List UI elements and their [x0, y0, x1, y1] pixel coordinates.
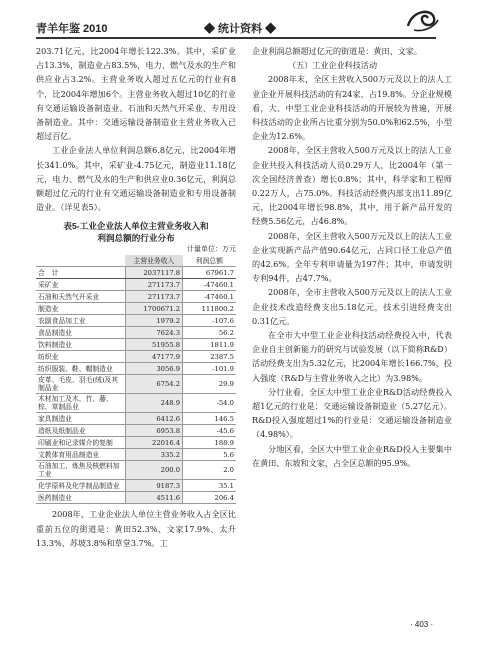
revenue-cell: 47177.9: [125, 351, 182, 363]
section-heading: （五）工业企业科技活动: [288, 60, 378, 71]
table-row: [36, 339, 236, 351]
industry-cell: 皮革、毛皮、羽毛(绒)及其制品业: [36, 375, 125, 394]
table-row: [36, 461, 236, 480]
table-row: [36, 315, 236, 327]
table-row: [36, 303, 236, 315]
industry-cell: 家具制造业: [36, 413, 125, 425]
table-row: [36, 363, 236, 375]
right-column: [252, 44, 452, 470]
profit-cell: 29.9: [183, 375, 236, 394]
revenue-cell: 9187.3: [125, 480, 182, 492]
industry-cell: 木材加工及木、竹、藤、棕、草制品业: [36, 394, 125, 413]
industry-cell: 合 计: [36, 267, 125, 279]
industry-cell: 石油加工、炼焦及核燃料加工业: [36, 461, 125, 480]
table-row: [36, 437, 236, 449]
paragraph: 工业企业法人单位利润总额6.8亿元，比2004年增长341.0%。其中，采矿业-4.75亿元，制造业11.18亿元，电力、燃气及水的生产和供应业0.36亿元，利润总额超过亿元的行业有交通运输设备制造业和专用设备制造业。（详见表5）。: [36, 145, 236, 213]
profit-cell: 146.5: [183, 413, 236, 425]
table-row: [36, 291, 236, 303]
profit-cell: -107.6: [183, 315, 236, 327]
page-header: [36, 20, 450, 38]
table-row: [36, 327, 236, 339]
revenue-cell: 1700671.2: [125, 303, 182, 315]
table-row: [36, 394, 236, 413]
table-row: [36, 279, 236, 291]
industry-cell: 化学原料及化学制品制造业: [36, 480, 125, 492]
profit-cell: 67961.7: [183, 267, 236, 279]
paragraph: 2008年，工业企业法人单位主营业务收入占全区比重前五位的街道是：黄田52.3%、文家17.9%、太升13.3%、苏坡3.8%和草堂3.7%。工: [36, 509, 236, 548]
profit-cell: 35.1: [183, 480, 236, 492]
table-row: [36, 267, 236, 279]
revenue-cell: 51955.8: [125, 339, 182, 351]
profit-cell: -47460.1: [183, 279, 236, 291]
revenue-cell: 271173.7: [125, 279, 182, 291]
profit-cell: 206.4: [183, 492, 236, 504]
table-row: [36, 449, 236, 461]
table-row: [36, 480, 236, 492]
profit-cell: -101.9: [183, 363, 236, 375]
profit-cell: 188.9: [183, 437, 236, 449]
section-label: ◆ 统计资料 ◆: [204, 23, 277, 35]
profit-cell: -45.6: [183, 425, 236, 437]
yearbook-title: 青羊年鉴 2010: [36, 23, 108, 35]
industry-cell: 石油和天然气开采业: [36, 291, 125, 303]
profit-cell: 2387.5: [183, 351, 236, 363]
industry-table: [36, 255, 236, 504]
profit-cell: 111800.2: [183, 303, 236, 315]
profit-cell: 5.6: [183, 449, 236, 461]
revenue-cell: 248.9: [125, 394, 182, 413]
table-title: 表5-工业企业法人单位主营业务收入和 利润总额的行业分布: [63, 221, 209, 244]
industry-cell: 农副食品加工业: [36, 315, 125, 327]
paragraph: 2008年末，全区主营收入500万元及以上的法人工业企业开展科技活动的有24家，占19.8%。分企业规模看，大、中型工业企业科技活动的开展较为普遍，开展科技活动的企业所占比重分别为50.0%和62.5%，小型企业为12.6%。: [252, 74, 452, 142]
industry-cell: 文教体育用品制造业: [36, 449, 125, 461]
profit-cell: -47460.1: [183, 291, 236, 303]
table-row: [36, 425, 236, 437]
revenue-cell: 2037117.8: [125, 267, 182, 279]
column-header-revenue: 主营业务收入: [125, 255, 182, 267]
paragraph: 203.71亿元，比2004年增长122.3%。其中，采矿业占13.3%，制造业占83.5%，电力、燃气及水的生产和供应业占3.2%。主营业务收入超过五亿元的行业有8个，比2004年增加6个。主营业务收入超过10亿的行业有交通运输设备制造业、石油和天然气开采业、专用设备制造业。其中：交通运输设备制造业主营业务收入已超过百亿。: [36, 46, 236, 142]
profit-cell: 1811.9: [183, 339, 236, 351]
paragraph: 2008年，全区主营收入500万元及以上的法人工业企业实现新产品产值90.64亿元，占同口径工业总产值的42.6%。全年专利申请量为197件；其中，申请发明专利94件，占47.7%。: [252, 230, 452, 284]
paragraph: 企业利润总额超过亿元的街道是：黄田、文家。: [252, 46, 422, 56]
revenue-cell: 1979.2: [125, 315, 182, 327]
paragraph: 2008年，全市主营收入500万元及以上的法人工业企业技术改造经费支出5.18亿元，技术引进经费支出0.31亿元。: [252, 287, 452, 326]
profit-cell: 56.2: [183, 327, 236, 339]
table-row: [36, 375, 236, 394]
industry-cell: 纺织业: [36, 351, 125, 363]
table-row: [36, 492, 236, 504]
revenue-cell: 335.2: [125, 449, 182, 461]
page-number: · 403 ·: [410, 620, 434, 629]
paragraph: 分行业看，全区大中型工业企业R&D活动经费投入超1亿元的行业是：交通运输设备制造业（5.27亿元）。R&D投入强度超过1%的行业是：交通运输设备制造业（4.98%）。: [252, 386, 452, 440]
industry-cell: 采矿业: [36, 279, 125, 291]
industry-cell: 纺织服装、鞋、帽制造业: [36, 363, 125, 375]
column-header-industry: [36, 255, 125, 267]
profit-cell: -54.0: [183, 394, 236, 413]
revenue-cell: 4511.6: [125, 492, 182, 504]
industry-cell: 制造业: [36, 303, 125, 315]
revenue-cell: 6412.6: [125, 413, 182, 425]
paragraph: 在全市大中型工业企业科技活动经费投入中，代表企业自主创新能力的研究与试验发展（以下简称R&D）活动经费支出为5.32亿元，比2004年增长166.7%，投入强度（R&D与主营业务收入之比）为3.98%。: [252, 330, 452, 383]
table-row: [36, 351, 236, 363]
left-column: [36, 44, 236, 550]
column-header-profit: 利润总额: [183, 255, 236, 267]
revenue-cell: 3056.9: [125, 363, 182, 375]
revenue-cell: 6754.2: [125, 375, 182, 394]
table-header-row: [36, 255, 236, 267]
industry-cell: 饮料制造业: [36, 339, 125, 351]
table-row: [36, 413, 236, 425]
industry-cell: 印刷业和记录媒介的复制: [36, 437, 125, 449]
header-rule: [36, 37, 436, 39]
profit-cell: 2.0: [183, 461, 236, 480]
table-unit: 计量单位：万元: [187, 245, 236, 254]
paragraph: 分地区看，全区大中型工业企业R&D投入主要集中在黄田、东坡和文家，占全区总额的95.9%。: [252, 443, 452, 468]
industry-cell: 医药制造业: [36, 492, 125, 504]
revenue-cell: 200.0: [125, 461, 182, 480]
revenue-cell: 6953.8: [125, 425, 182, 437]
swirl-logo-icon: [404, 6, 440, 32]
revenue-cell: 271173.7: [125, 291, 182, 303]
paragraph: 2008年，全区主营收入500万元及以上的法人工业企业共投入科技活动人员0.29万人，比2004年（第一次全国经济普查）增长0.8%；其中，科学家和工程师0.22万人，占75.0%。科技活动经费内部支出11.89亿元，比2004年增长98.8%，其中，用于新产品开发的经费5.56亿元，占46.8%。: [252, 145, 452, 227]
revenue-cell: 7624.3: [125, 327, 182, 339]
industry-cell: 造纸及纸制品业: [36, 425, 125, 437]
revenue-cell: 22016.4: [125, 437, 182, 449]
industry-cell: 食品制造业: [36, 327, 125, 339]
